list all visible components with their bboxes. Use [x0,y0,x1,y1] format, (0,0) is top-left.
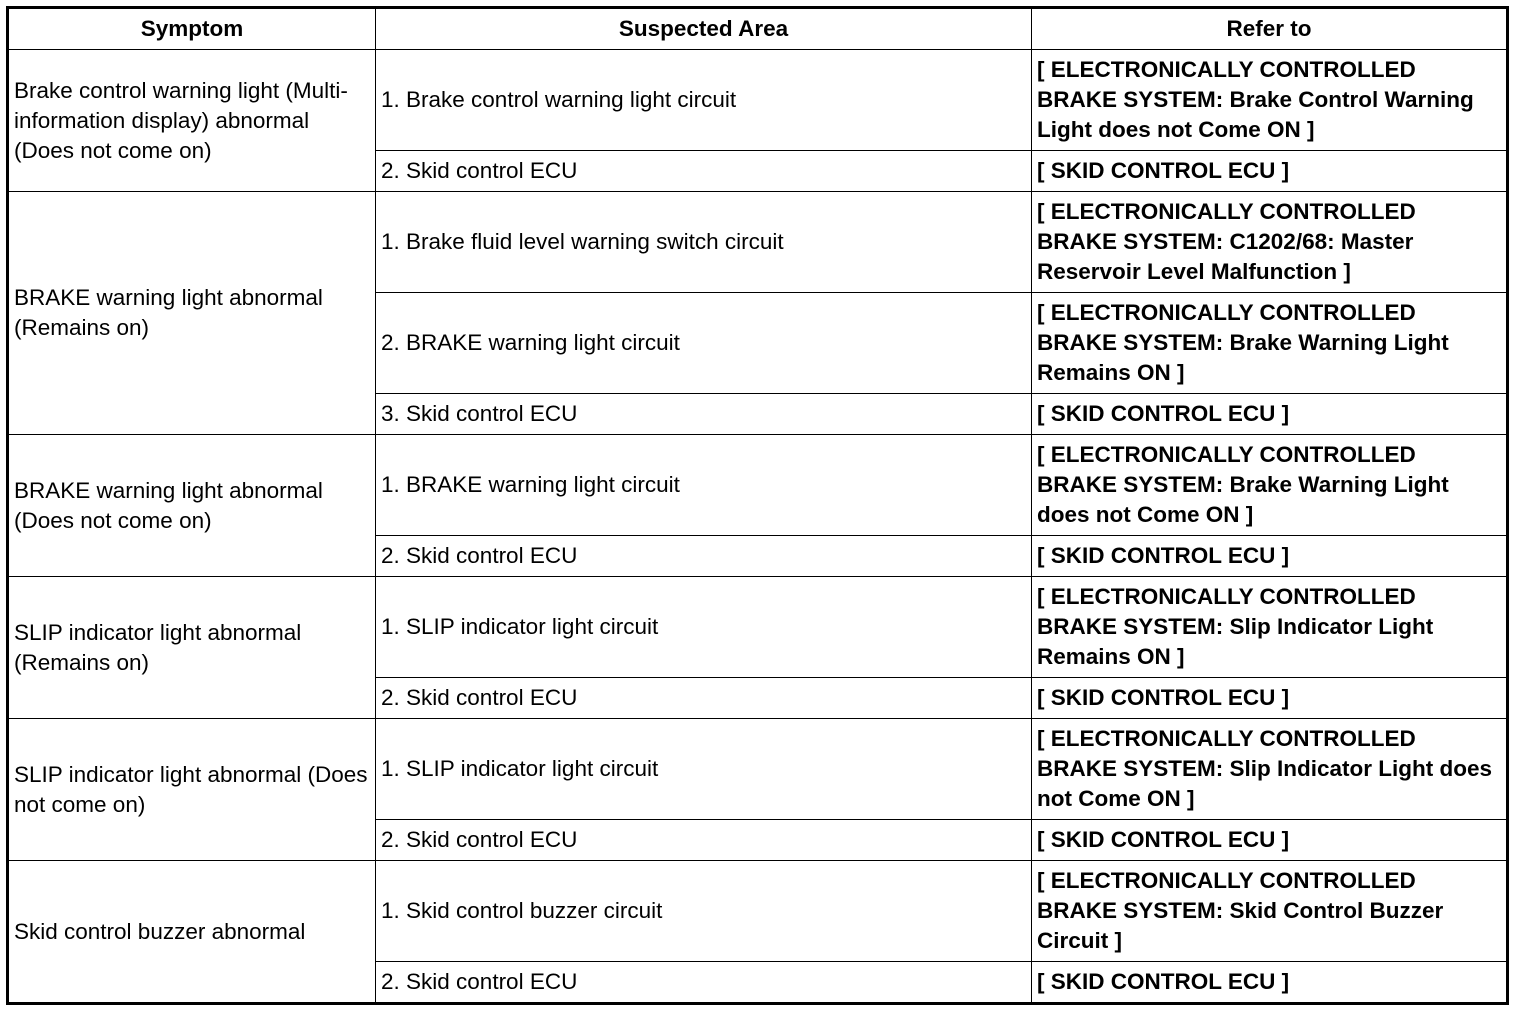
symptom-cell: BRAKE warning light abnormal (Does not come on) [8,435,376,577]
document-page [6,6,1509,1005]
table-row [8,861,1508,962]
symptom-cell: SLIP indicator light abnormal (Remains on) [8,577,376,719]
symptom-cell: SLIP indicator light abnormal (Does not come on) [8,719,376,861]
suspected-area-cell: 2. Skid control ECU [376,962,1032,1004]
problem-symptoms-table [6,6,1509,1005]
table-row [8,50,1508,151]
refer-to-cell: [ ELECTRONICALLY CONTROLLED BRAKE SYSTEM: Slip Indicator Light does not Come ON ] [1032,719,1508,820]
suspected-area-cell: 1. Brake fluid level warning switch circuit [376,192,1032,293]
header-symptom: Symptom [8,8,376,50]
table-header [8,8,1508,50]
suspected-area-cell: 2. Skid control ECU [376,151,1032,192]
suspected-area-cell: 2. Skid control ECU [376,536,1032,577]
suspected-area-cell: 2. Skid control ECU [376,678,1032,719]
refer-to-cell: [ SKID CONTROL ECU ] [1032,820,1508,861]
table-row [8,577,1508,678]
refer-to-cell: [ SKID CONTROL ECU ] [1032,394,1508,435]
header-suspected-area: Suspected Area [376,8,1032,50]
table-row [8,435,1508,536]
refer-to-cell: [ SKID CONTROL ECU ] [1032,536,1508,577]
refer-to-cell: [ ELECTRONICALLY CONTROLLED BRAKE SYSTEM: C1202/68: Master Reservoir Level Malfunction ] [1032,192,1508,293]
symptom-cell: BRAKE warning light abnormal (Remains on) [8,192,376,435]
refer-to-cell: [ SKID CONTROL ECU ] [1032,962,1508,1004]
suspected-area-cell: 1. SLIP indicator light circuit [376,719,1032,820]
header-refer-to: Refer to [1032,8,1508,50]
suspected-area-cell: 1. BRAKE warning light circuit [376,435,1032,536]
refer-to-cell: [ ELECTRONICALLY CONTROLLED BRAKE SYSTEM: Skid Control Buzzer Circuit ] [1032,861,1508,962]
refer-to-cell: [ ELECTRONICALLY CONTROLLED BRAKE SYSTEM: Slip Indicator Light Remains ON ] [1032,577,1508,678]
symptom-cell: Skid control buzzer abnormal [8,861,376,1004]
table-row [8,192,1508,293]
suspected-area-cell: 2. Skid control ECU [376,820,1032,861]
suspected-area-cell: 3. Skid control ECU [376,394,1032,435]
table-body [8,50,1508,1004]
refer-to-cell: [ ELECTRONICALLY CONTROLLED BRAKE SYSTEM: Brake Warning Light does not Come ON ] [1032,435,1508,536]
symptom-cell: Brake control warning light (Multi-information display) abnormal (Does not come on) [8,50,376,192]
suspected-area-cell: 2. BRAKE warning light circuit [376,293,1032,394]
refer-to-cell: [ SKID CONTROL ECU ] [1032,151,1508,192]
refer-to-cell: [ ELECTRONICALLY CONTROLLED BRAKE SYSTEM: Brake Control Warning Light does not Come ON ] [1032,50,1508,151]
suspected-area-cell: 1. SLIP indicator light circuit [376,577,1032,678]
refer-to-cell: [ ELECTRONICALLY CONTROLLED BRAKE SYSTEM: Brake Warning Light Remains ON ] [1032,293,1508,394]
table-row [8,719,1508,820]
refer-to-cell: [ SKID CONTROL ECU ] [1032,678,1508,719]
suspected-area-cell: 1. Brake control warning light circuit [376,50,1032,151]
header-row [8,8,1508,50]
suspected-area-cell: 1. Skid control buzzer circuit [376,861,1032,962]
